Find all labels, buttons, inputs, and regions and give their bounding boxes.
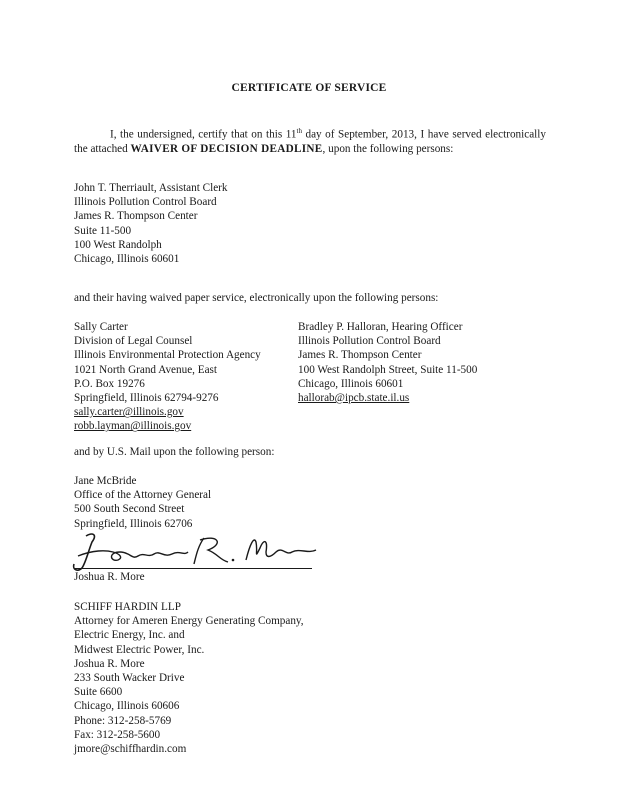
address-line: Illinois Environmental Protection Agency [74,349,261,362]
address-line: Suite 11-500 [74,224,132,237]
address-line: Office of the Attorney General [74,489,212,502]
address-line: P.O. Box 19276 [74,377,145,390]
page-title: CERTIFICATE OF SERVICE [231,82,387,94]
intro-text-3: , upon the following persons: [322,142,454,155]
address-line: James R. Thompson Center [74,210,198,223]
address-line: Bradley P. Halloran, Hearing Officer [298,321,463,333]
firm-line: Midwest Electric Power, Inc. [74,643,205,656]
address-line: 500 South Second Street [74,503,185,516]
address-line: Sally Carter [74,321,128,333]
email-link[interactable]: sally.carter@illinois.gov [74,406,184,419]
firm-line: 233 South Wacker Drive [74,672,185,685]
intro-text-2: day of September, 2013, I have served electronically the attached [74,128,546,155]
document-name: WAIVER OF DECISION DEADLINE [130,142,323,155]
waived-service-text: and their having waived paper service, electronically upon the following persons: [74,292,439,304]
mail-recipient-address [74,474,211,531]
firm-line: Suite 6600 [74,686,123,699]
certification-paragraph [74,124,546,156]
intro-superscript: th [296,127,302,135]
right-recipient-address [298,320,477,405]
email-link[interactable]: robb.layman@illinois.gov [74,420,192,433]
firm-line: Attorney for Ameren Energy Generating Company, [74,615,304,628]
address-line: 100 West Randolph [74,238,162,251]
firm-signature-block [74,600,304,756]
address-line: Illinois Pollution Control Board [298,335,441,348]
signer-printed-name: Joshua R. More [74,571,145,583]
signature-line [74,568,312,569]
email-link[interactable]: jmore@schiffhardin.com [74,743,187,756]
address-line: 1021 North Grand Avenue, East [74,363,218,376]
email-link[interactable]: hallorab@ipcb.state.il.us [298,392,410,405]
address-line: Springfield, Illinois 62706 [74,517,193,530]
firm-line: Joshua R. More [74,657,145,670]
address-line: Illinois Pollution Control Board [74,196,217,209]
intro-text-1: I, the undersigned, certify that on this 11 [110,128,297,141]
firm-line: Fax: 312-258-5600 [74,728,161,741]
firm-line: Electric Energy, Inc. and [74,629,185,642]
mail-service-text: and by U.S. Mail upon the following person: [74,446,275,458]
address-line: Division of Legal Counsel [74,335,193,348]
address-line: Chicago, Illinois 60601 [74,253,180,266]
address-line: 100 West Randolph Street, Suite 11-500 [298,363,478,376]
left-recipient-address [74,320,261,434]
firm-line: SCHIFF HARDIN LLP [74,601,181,613]
address-line: Jane McBride [74,475,137,487]
firm-line: Chicago, Illinois 60606 [74,700,180,713]
address-line: Springfield, Illinois 62794-9276 [74,392,219,405]
address-line: James R. Thompson Center [298,349,422,362]
address-line: John T. Therriault, Assistant Clerk [74,182,228,194]
firm-line: Phone: 312-258-5769 [74,714,172,727]
address-line: Chicago, Illinois 60601 [298,377,404,390]
primary-recipient-address [74,181,228,266]
